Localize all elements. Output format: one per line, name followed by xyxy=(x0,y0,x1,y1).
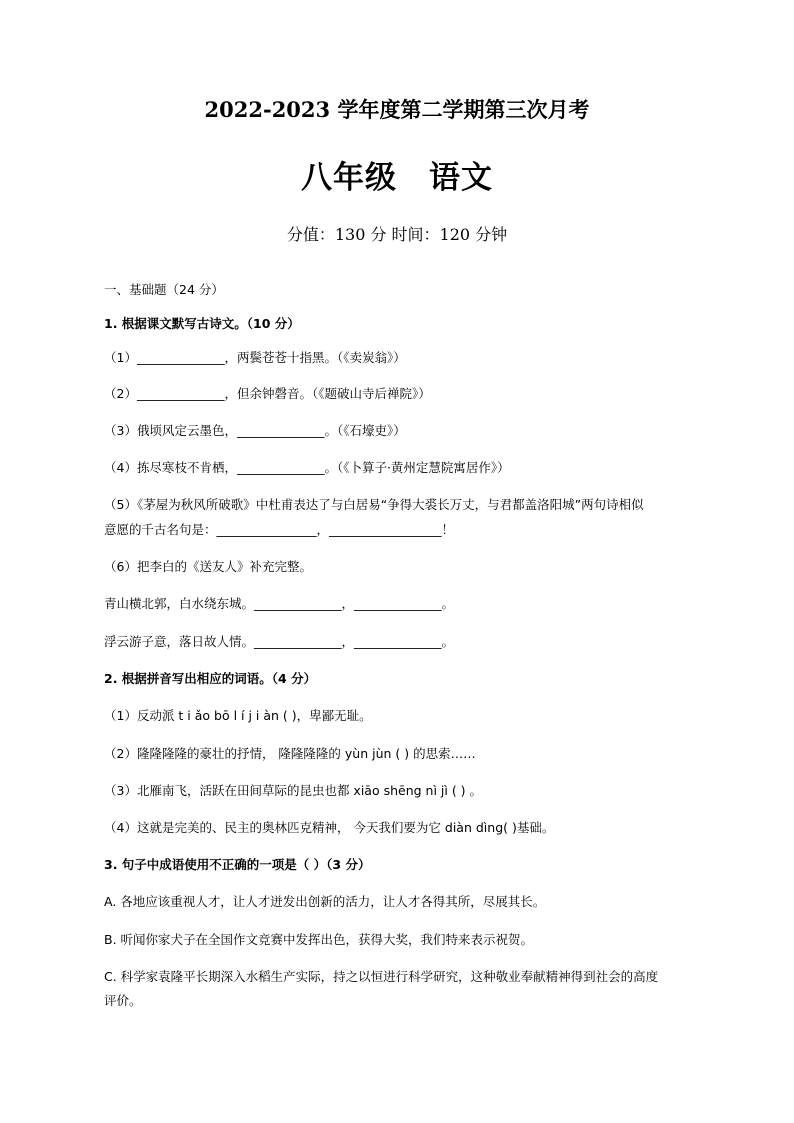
q1-item: （6）把李白的《送友人》补充完整。 xyxy=(104,559,312,574)
q2-item: （1）反动派 t i ǎo bō l í j i àn ( )，卑鄙无耻。 xyxy=(104,708,372,723)
q1-item: （1）______________，两鬓苍苍十指黑。（《卖炭翁》） xyxy=(104,350,406,365)
q2-item: （3）北雁南飞，活跃在田间草际的昆虫也都 xiāo shēng nì jì ( ) 。 xyxy=(104,783,483,798)
q3-option-c-cont: 评价。 xyxy=(104,993,142,1008)
exam-title: 2022-2023 学年度第二学期第三次月考 xyxy=(204,97,590,122)
exam-subject: 八年级 语文 xyxy=(301,160,493,196)
q1-item: 青山横北郭，白水绕东城。______________，______________。 xyxy=(104,596,455,611)
q1-item: （4）拣尽寒枝不肯栖，______________。（《卜算子·黄州定慧院寓居作》） xyxy=(104,460,510,475)
exam-score-time: 分值：130 分 时间：120 分钟 xyxy=(286,225,508,244)
section-heading: 一、基础题（24 分） xyxy=(104,282,224,297)
q1-item: 浮云游子意，落日故人情。______________，______________。 xyxy=(104,634,455,649)
q1-item: （3）俄顷风定云墨色，______________。（《石壕吏》） xyxy=(104,423,406,438)
q3-option-c: C. 科学家袁隆平长期深入水稻生产实际，持之以恒进行科学研究，这种敬业奉献精神得到社会的高度 xyxy=(104,969,659,984)
q3-option-b: B. 听闻你家犬子在全国作文竞赛中发挥出色，获得大奖，我们特来表示祝贺。 xyxy=(104,932,534,947)
q1-item: （2）______________，但余钟磬音。（《题破山寺后禅院》） xyxy=(104,386,431,401)
q3-title: 3. 句子中成语使用不正确的一项是（ ）（3 分） xyxy=(104,857,371,872)
q2-item: （4）这就是完美的、民主的奥林匹克精神， 今天我们要为它 diàn dìng( )基础。 xyxy=(104,820,555,835)
q1-item: 意愿的千古名句是：________________，__________________！ xyxy=(104,522,455,537)
q3-option-a: A. 各地应该重视人才，让人才迸发出创新的活力，让人才各得其所，尽展其长。 xyxy=(104,894,546,909)
q1-title: 1. 根据课文默写古诗文。（10 分） xyxy=(104,316,300,331)
q2-item: （2）隆隆隆隆的豪壮的抒情， 隆隆隆隆的 yùn jùn ( ) 的思索…… xyxy=(104,746,476,761)
q1-item: （5）《茅屋为秋风所破歌》中杜甫表达了与白居易“争得大裘长万丈，与君都盖洛阳城”两句诗相似 xyxy=(104,497,644,512)
q2-title: 2. 根据拼音写出相应的词语。（4 分） xyxy=(104,671,317,686)
